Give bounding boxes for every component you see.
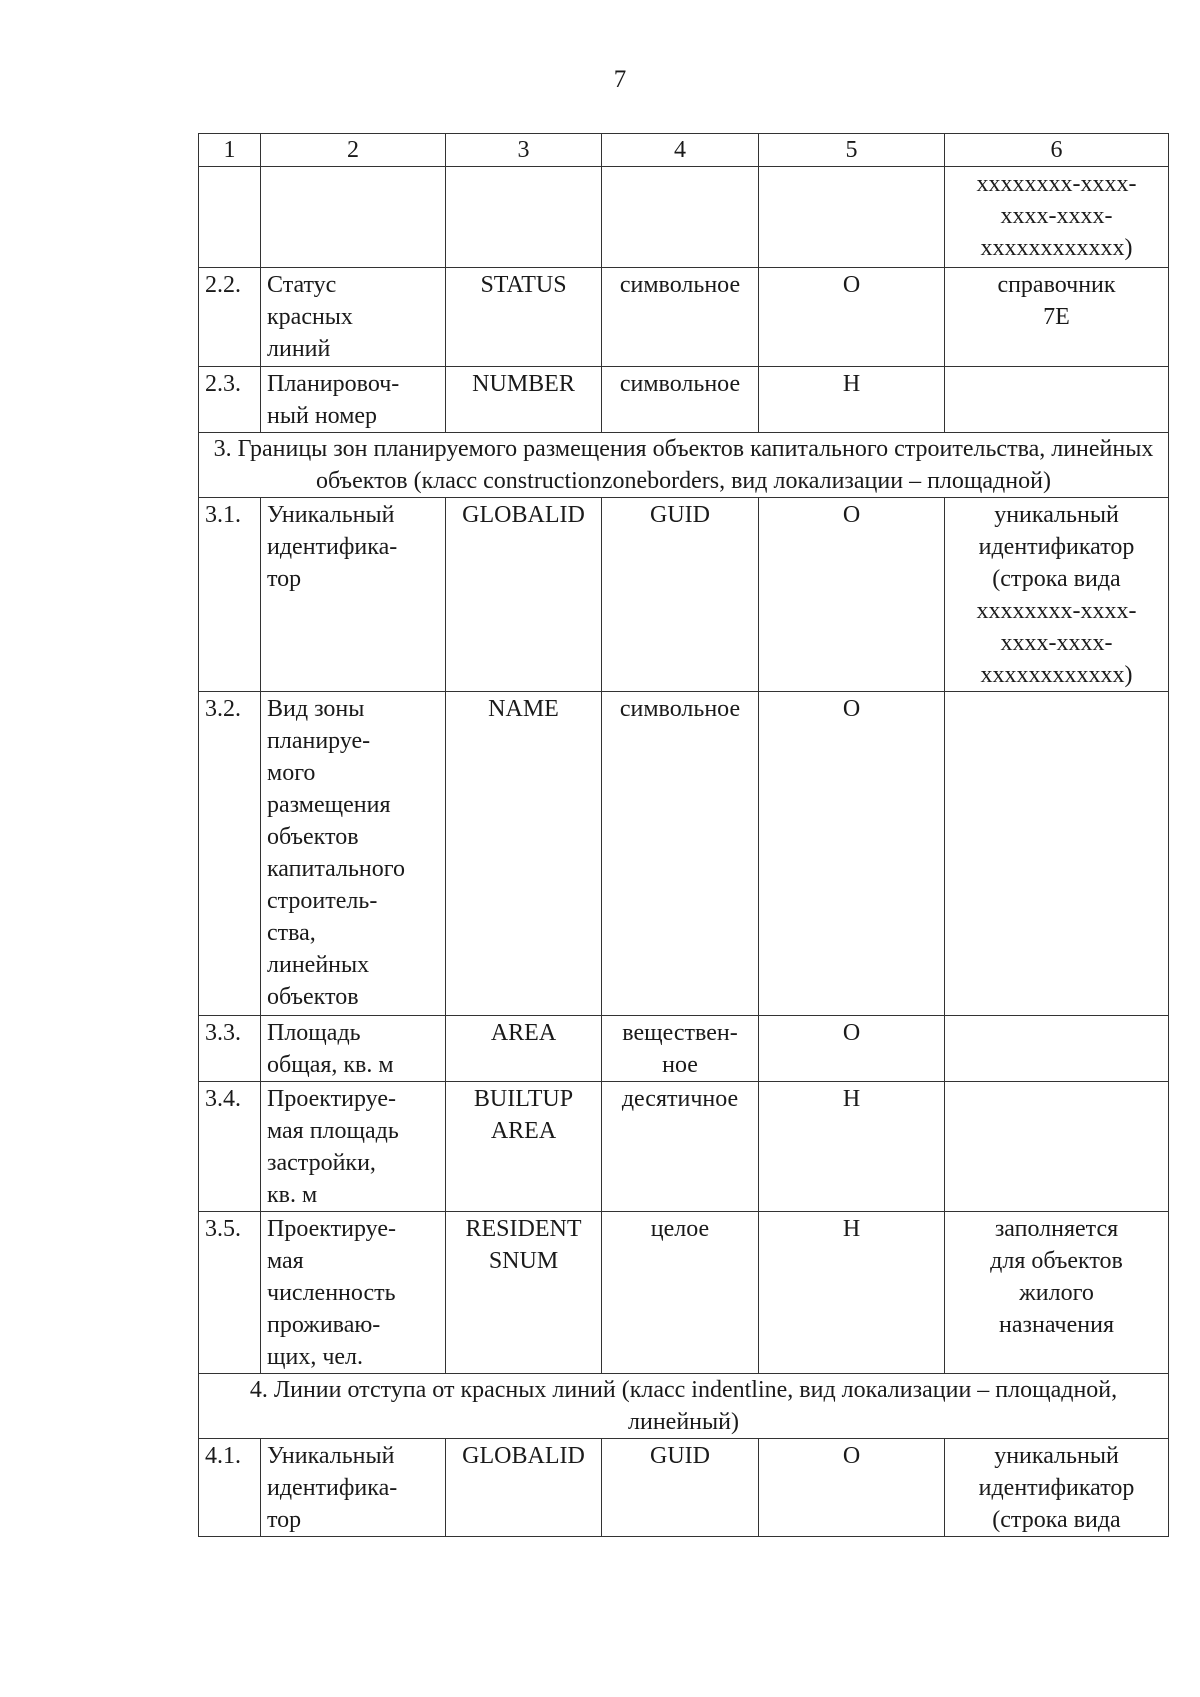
note: xxxxxxxx-xxxx- xxxx-xxxx- xxxxxxxxxxxx) [945, 167, 1169, 268]
attribute-name: Площадь общая, кв. м [261, 1016, 446, 1082]
note: уникальный идентификатор (строка вида [945, 1439, 1169, 1537]
attributes-table [198, 133, 1169, 1537]
data-type [602, 167, 759, 268]
row-number: 3.1. [199, 498, 261, 692]
row-number: 2.3. [199, 367, 261, 433]
data-type: веществен- ное [602, 1016, 759, 1082]
attribute-name: Уникальный идентифика- тор [261, 1439, 446, 1537]
data-type: целое [602, 1212, 759, 1374]
row-number: 3.3. [199, 1016, 261, 1082]
field-code: GLOBALID [446, 1439, 602, 1537]
required-flag: О [759, 268, 945, 367]
field-code: NUMBER [446, 367, 602, 433]
note [945, 1016, 1169, 1082]
section-3-title: 3. Границы зон планируемого размещения объектов капитального строительства, линейных объектов (класс constructionzoneborders, вид локализации – площадной) [199, 433, 1169, 498]
attribute-name: Статус красных линий [261, 268, 446, 367]
field-code [446, 167, 602, 268]
column-header: 5 [759, 134, 945, 167]
row-number: 2.2. [199, 268, 261, 367]
attribute-name: Планировоч- ный номер [261, 367, 446, 433]
page-number: 7 [613, 66, 627, 93]
table-row [199, 367, 1169, 433]
required-flag: О [759, 498, 945, 692]
field-code: RESIDENT SNUM [446, 1212, 602, 1374]
data-type: символьное [602, 692, 759, 1016]
required-flag: О [759, 1439, 945, 1537]
column-header: 3 [446, 134, 602, 167]
column-header: 2 [261, 134, 446, 167]
table-row [199, 1212, 1169, 1374]
note: заполняется для объектов жилого назначения [945, 1212, 1169, 1374]
required-flag: Н [759, 1082, 945, 1212]
data-type: десятичное [602, 1082, 759, 1212]
table-row [199, 167, 1169, 268]
data-type: GUID [602, 1439, 759, 1537]
column-header: 6 [945, 134, 1169, 167]
required-flag: О [759, 692, 945, 1016]
field-code: GLOBALID [446, 498, 602, 692]
table-row [199, 268, 1169, 367]
required-flag: Н [759, 367, 945, 433]
attribute-name: Уникальный идентифика- тор [261, 498, 446, 692]
table-row [199, 692, 1169, 1016]
field-code: NAME [446, 692, 602, 1016]
required-flag [759, 167, 945, 268]
table-row [199, 1082, 1169, 1212]
field-code: STATUS [446, 268, 602, 367]
table-header-row [199, 134, 1169, 167]
data-type: символьное [602, 367, 759, 433]
data-type: символьное [602, 268, 759, 367]
section-heading-row [199, 433, 1169, 498]
data-type: GUID [602, 498, 759, 692]
note [945, 367, 1169, 433]
column-header: 4 [602, 134, 759, 167]
attribute-name: Проектируе- мая численность проживаю- щих, чел. [261, 1212, 446, 1374]
row-number: 3.5. [199, 1212, 261, 1374]
table-row [199, 498, 1169, 692]
attribute-name [261, 167, 446, 268]
section-heading-row [199, 1374, 1169, 1439]
field-code: BUILTUP AREA [446, 1082, 602, 1212]
note [945, 692, 1169, 1016]
attribute-name: Вид зоны планируе- мого размещения объектов капитального строитель- ства, линейных объектов [261, 692, 446, 1016]
table-row [199, 1016, 1169, 1082]
note: справочник 7Е [945, 268, 1169, 367]
section-4-title: 4. Линии отступа от красных линий (класс indentline, вид локализации – площадной, линейный) [199, 1374, 1169, 1439]
field-code: AREA [446, 1016, 602, 1082]
row-number: 3.2. [199, 692, 261, 1016]
row-number [199, 167, 261, 268]
attribute-name: Проектируе- мая площадь застройки, кв. м [261, 1082, 446, 1212]
note [945, 1082, 1169, 1212]
table-row [199, 1439, 1169, 1537]
note: уникальный идентификатор (строка вида xxxxxxxx-xxxx- xxxx-xxxx- xxxxxxxxxxxx) [945, 498, 1169, 692]
row-number: 4.1. [199, 1439, 261, 1537]
row-number: 3.4. [199, 1082, 261, 1212]
required-flag: О [759, 1016, 945, 1082]
required-flag: Н [759, 1212, 945, 1374]
column-header: 1 [199, 134, 261, 167]
